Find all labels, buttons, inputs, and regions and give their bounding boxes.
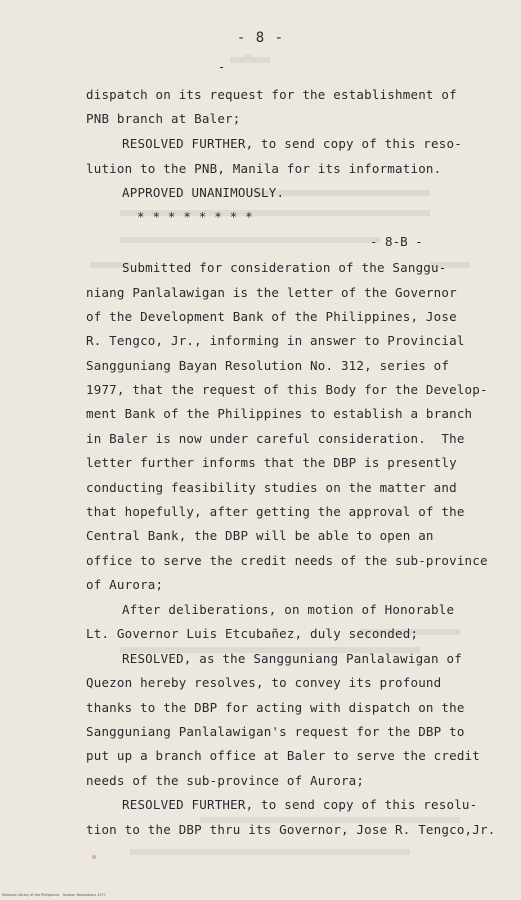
body-line: RESOLVED, as the Sangguniang Panlalawigan of xyxy=(122,651,462,666)
body-line: put up a branch office at Baler to serve the credit xyxy=(86,748,481,763)
body-line: Quezon hereby resolves, to convey its profound xyxy=(86,675,442,690)
body-line: RESOLVED FURTHER, to send copy of this reso- xyxy=(122,136,462,151)
page-number: - 8 - xyxy=(236,30,285,46)
approval-line: APPROVED UNANIMOUSLY. xyxy=(122,185,285,200)
body-line: thanks to the DBP for acting with dispatch on the xyxy=(86,700,465,715)
body-line: of the Development Bank of the Philippines, Jose xyxy=(86,309,457,324)
body-line: Central Bank, the DBP will be able to open an xyxy=(86,528,434,543)
body-line: ment Bank of the Philippines to establish a branch xyxy=(86,406,473,421)
body-line: Submitted for consideration of the Sanggu- xyxy=(122,260,447,275)
body-line: needs of the sub-province of Aurora; xyxy=(86,773,365,788)
body-line: After deliberations, on motion of Honorable xyxy=(122,602,455,617)
body-line: of Aurora; xyxy=(86,577,164,592)
body-line: RESOLVED FURTHER, to send copy of this resolu- xyxy=(122,797,478,812)
body-line: dispatch on its request for the establishment of xyxy=(86,87,457,102)
body-line: Lt. Governor Luis Etcubañez, duly seconded; xyxy=(86,626,419,641)
body-line: letter further informs that the DBP is presently xyxy=(86,455,457,470)
body-line: PNB branch at Baler; xyxy=(86,111,241,126)
body-line: niang Panlalawigan is the letter of the Governor xyxy=(86,285,457,300)
page-mark: - xyxy=(218,60,226,74)
body-line: Sangguniang Bayan Resolution No. 312, series of xyxy=(86,358,450,373)
body-line: Sangguniang Panlalawigan's request for the DBP to xyxy=(86,724,465,739)
body-line: conducting feasibility studies on the matter and xyxy=(86,480,457,495)
archive-footer: National Library of the Philippines Quezon Resolutions 1977 xyxy=(2,893,106,897)
body-line: in Baler is now under careful consideration. The xyxy=(86,431,465,446)
body-line: tion to the DBP thru its Governor, Jose R. Tengco,Jr. xyxy=(86,822,496,837)
asterisk-separator: * * * * * * * * xyxy=(137,209,253,224)
section-label-8b: - 8-B - xyxy=(370,234,423,249)
body-line: lution to the PNB, Manila for its information. xyxy=(86,161,442,176)
body-line: office to serve the credit needs of the sub-province xyxy=(86,553,488,568)
body-line: that hopefully, after getting the approval of the xyxy=(86,504,465,519)
body-line: 1977, that the request of this Body for the Develop- xyxy=(86,382,488,397)
body-line: R. Tengco, Jr., informing in answer to Provincial xyxy=(86,333,465,348)
ink-smudge xyxy=(92,855,96,859)
